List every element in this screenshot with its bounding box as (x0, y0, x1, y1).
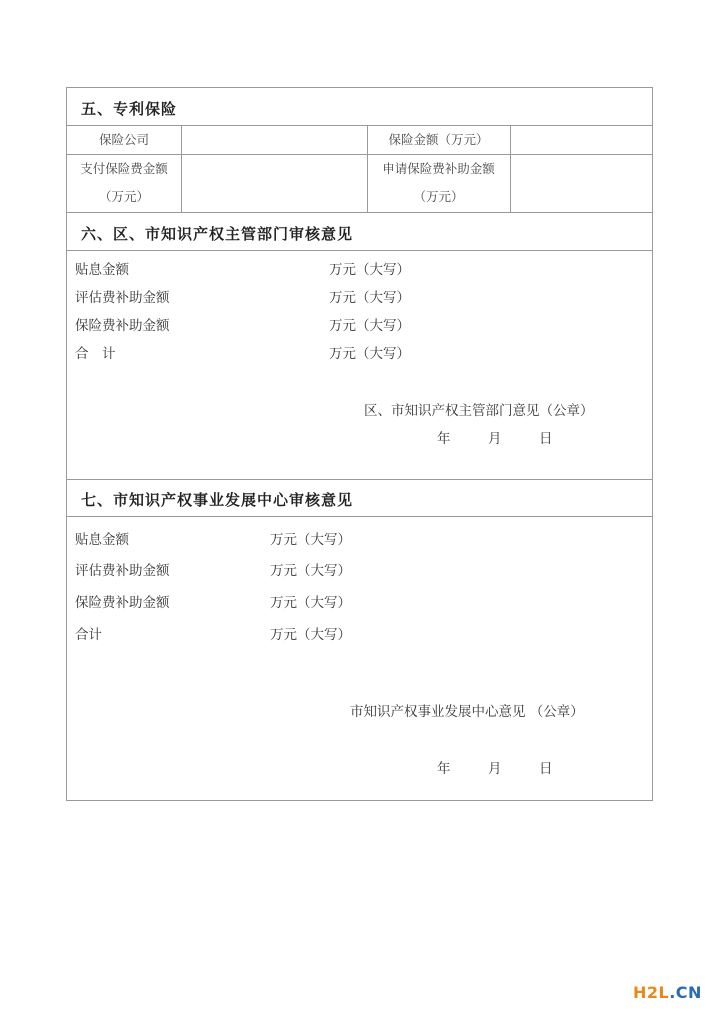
divider (67, 516, 652, 517)
subsidy-applied-unit: （万元） (413, 189, 464, 204)
insurance-subsidy-label: 保险费补助金额 (75, 595, 170, 611)
date-day: 日 (539, 761, 553, 777)
watermark-logo (633, 983, 702, 1002)
divider (67, 250, 652, 251)
total-unit: 万元（大写） (270, 627, 351, 643)
premium-paid-label: 支付保险费金额 (80, 161, 168, 176)
interest-subsidy-label: 贴息金额 (75, 262, 129, 278)
interest-subsidy-label: 贴息金额 (75, 532, 129, 548)
insured-amount-field[interactable] (511, 126, 653, 154)
section5-title: 五、专利保险 (81, 100, 178, 118)
section6-title: 六、区、市知识产权主管部门审核意见 (81, 225, 354, 243)
total-unit: 万元（大写） (329, 346, 410, 362)
center-seal-text: 市知识产权事业发展中心意见 （公章） (350, 704, 584, 720)
insured-amount-label: 保险金额（万元） (388, 132, 489, 147)
divider (67, 212, 652, 213)
date-year: 年 (437, 431, 451, 447)
subsidy-applied-field[interactable] (511, 155, 653, 212)
date-day: 日 (539, 431, 553, 447)
date-month: 月 (488, 431, 502, 447)
interest-subsidy-unit: 万元（大写） (329, 262, 410, 278)
premium-paid-field[interactable] (182, 155, 367, 212)
date-year: 年 (437, 761, 451, 777)
insurance-subsidy-unit: 万元（大写） (270, 595, 351, 611)
insurance-company-label: 保险公司 (98, 132, 149, 147)
assessment-subsidy-unit: 万元（大写） (270, 563, 351, 579)
insurance-subsidy-label: 保险费补助金额 (75, 318, 170, 334)
total-label: 合计 (75, 627, 102, 643)
subsidy-applied-label: 申请保险费补助金额 (382, 161, 495, 176)
assessment-subsidy-unit: 万元（大写） (329, 290, 410, 306)
assessment-subsidy-label: 评估费补助金额 (75, 563, 170, 579)
divider (67, 479, 652, 480)
assessment-subsidy-label: 评估费补助金额 (75, 290, 170, 306)
application-form (66, 87, 653, 801)
section7-title: 七、市知识产权事业发展中心审核意见 (81, 491, 354, 509)
total-label: 合 计 (75, 346, 116, 362)
premium-paid-unit: （万元） (98, 189, 149, 204)
insurance-subsidy-unit: 万元（大写） (329, 318, 410, 334)
insurance-company-field[interactable] (182, 126, 367, 154)
date-month: 月 (488, 761, 502, 777)
watermark-part1: H2L (633, 983, 670, 1002)
district-seal-text: 区、市知识产权主管部门意见（公章） (364, 403, 594, 419)
interest-subsidy-unit: 万元（大写） (270, 532, 351, 548)
watermark-part2: .CN (669, 983, 702, 1002)
